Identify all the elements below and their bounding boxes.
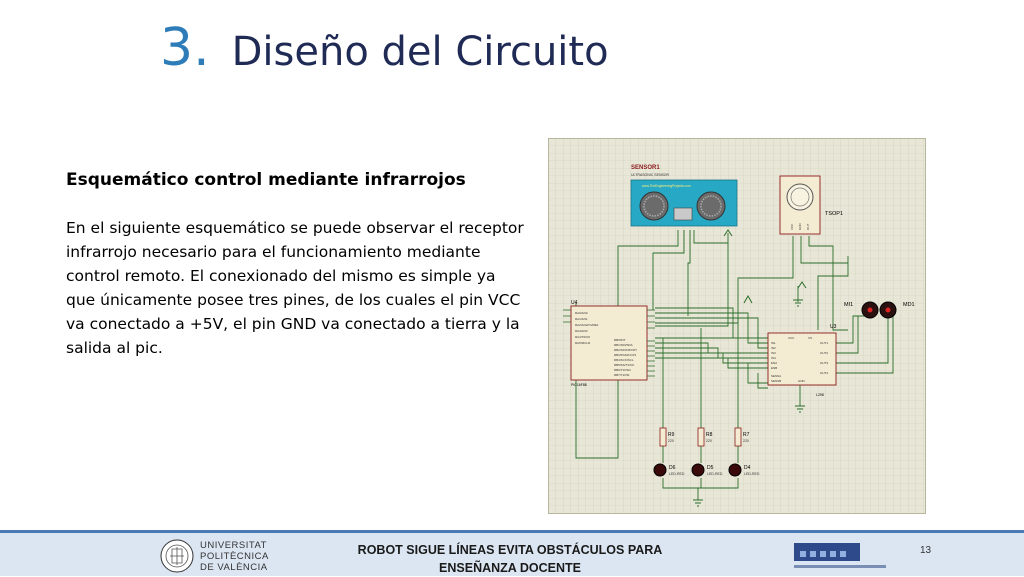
university-line: DE VALÈNCIA (200, 561, 268, 573)
university-line: POLITÈCNICA (200, 550, 269, 562)
resistor-label: R7 (743, 432, 750, 438)
driver-model: L298 (816, 393, 824, 397)
pic-pin-label: RB1/SDI/SDA (614, 343, 633, 347)
driver-pin-label: GND (798, 379, 805, 383)
sensor-label: SENSOR1 (631, 165, 660, 171)
pic-pin-label: RA4/T0CKI (575, 335, 591, 339)
tsop-pin-out: OUT (806, 223, 810, 230)
driver-pin-label: IN4 (771, 356, 776, 360)
led-label: D4 (744, 465, 751, 471)
motor-left-label: MI1 (844, 302, 854, 308)
footer-title-line1: ROBOT SIGUE LÍNEAS EVITA OBSTÁCULOS PARA (357, 543, 663, 557)
pic-pin-label: RB0/INT (614, 338, 626, 342)
section-number: 3. (160, 18, 210, 78)
driver-pin-label: OUT3 (820, 361, 829, 365)
footer-bar (0, 530, 1024, 576)
led-type: LED-RED (707, 472, 723, 476)
pic-pin-label: RB6/T1OSO (614, 368, 631, 372)
resistor-value: 220 (668, 439, 674, 443)
sensor-type: ULTRASONIC SENSOR (631, 173, 670, 177)
university-line: UNIVERSITAT (200, 539, 267, 551)
driver-pin-label: ENA (771, 361, 778, 365)
slide-title (160, 18, 609, 88)
pic-pin-label: RB3/PGM/CCP1 (614, 353, 637, 357)
driver-pin-label: ENB (771, 366, 778, 370)
leds (654, 464, 760, 476)
driver-pin-label: IN2 (771, 346, 776, 350)
resistor-label: R8 (706, 432, 713, 438)
driver-pin-label: SENSA (771, 374, 782, 378)
section-title: Diseño del Circuito (231, 29, 609, 75)
led-label: D6 (669, 465, 676, 471)
driver-pin-label: SENSB (771, 379, 782, 383)
circuit-schematic (548, 138, 926, 514)
tsop-pin-gnd: GND (798, 223, 802, 230)
upv-logo (160, 538, 269, 574)
pic-pin-label: RB7/T1OSI (614, 373, 630, 377)
pic-pin-label: RB4/SCK/SCL (614, 358, 634, 362)
resistor-value: 220 (706, 439, 712, 443)
driver-pin-label: IN1 (771, 341, 776, 345)
led-type: LED-RED (744, 472, 760, 476)
driver-label: U3 (830, 324, 837, 330)
pic-pin-label: RA3/AN3 (575, 329, 588, 333)
pic-label: U4 (571, 300, 578, 306)
footer-title-line2: ENSEÑANZA DOCENTE (439, 561, 581, 575)
driver-pin-label: VCC (788, 336, 795, 340)
university-seal-icon (160, 539, 194, 573)
resistor-label: R9 (668, 432, 675, 438)
driver-pin-label: IN3 (771, 351, 776, 355)
footer-title (330, 541, 690, 577)
pic-pin-label: RB2/SDO/RX/DT (614, 348, 638, 352)
pic-pin-label: RA2/AN2/CVREF (575, 323, 599, 327)
driver-pin-label: OUT4 (820, 371, 829, 375)
led-type: LED-RED (669, 472, 685, 476)
motor-right-label: MD1 (903, 302, 915, 308)
driver-pin-label: OUT1 (820, 341, 829, 345)
sensor-site: www.TheEngineeringProjects.com (642, 184, 691, 188)
driver-pin-label: VS (808, 336, 813, 340)
pic-pin-label: RA0/AN0 (575, 311, 588, 315)
pic-microcontroller (563, 300, 655, 387)
description-paragraph: En el siguiente esquemático se puede observar el receptor infrarrojo necesario para el funcionamiento mediante control remoto. El conexionado del mismo es simple ya que únicamente posee tres pines, de los cuales el pin VCC va conectado a +5V, el pin GND va conectado a tierra y la salida al pic. (66, 219, 524, 357)
tsop-label: TSOP1 (825, 211, 844, 217)
school-logo-icon (790, 539, 890, 575)
tsop-pin-vcc: VCC (790, 223, 794, 230)
page-number: 13 (920, 545, 932, 556)
led-label: D5 (707, 465, 714, 471)
pic-model: PIC16F88 (571, 383, 587, 387)
pic-pin-label: RA1/AN1 (575, 317, 588, 321)
pic-pin-label: RA5/MCLR (575, 341, 591, 345)
subtitle: Esquemático control mediante infrarrojos (66, 170, 466, 190)
resistor-value: 220 (743, 439, 749, 443)
pic-pin-label: RB5/SS/TX/CK (614, 363, 635, 367)
driver-pin-label: OUT2 (820, 351, 829, 355)
